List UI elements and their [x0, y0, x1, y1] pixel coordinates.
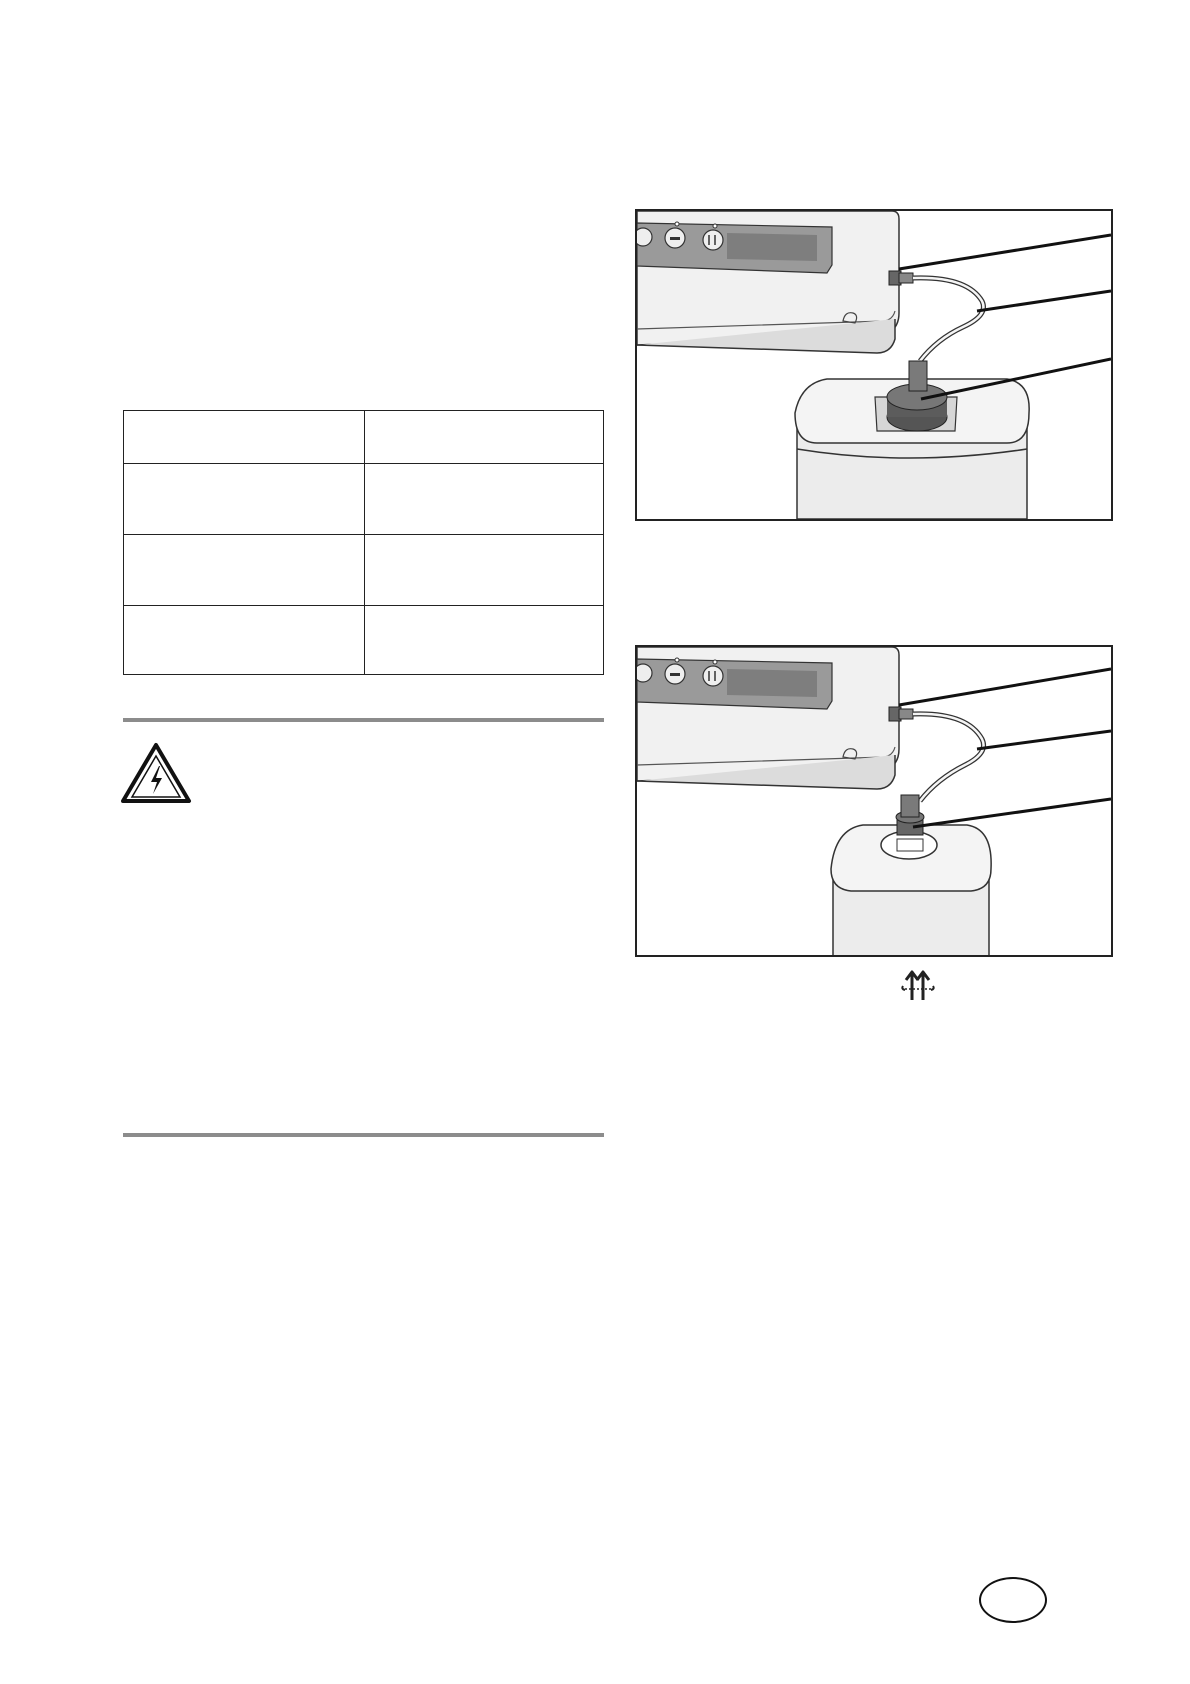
table-column-divider — [364, 411, 365, 674]
section-rule-top — [123, 718, 604, 722]
country-code-oval — [979, 1577, 1047, 1623]
figure-canister-large-lid — [635, 209, 1113, 521]
section-rule-bottom — [123, 1133, 604, 1137]
figure-canister-small-lid — [635, 645, 1113, 957]
electric-warning-icon — [120, 742, 192, 804]
data-table — [123, 410, 604, 675]
vacuum-symbol-icon — [899, 968, 937, 1002]
